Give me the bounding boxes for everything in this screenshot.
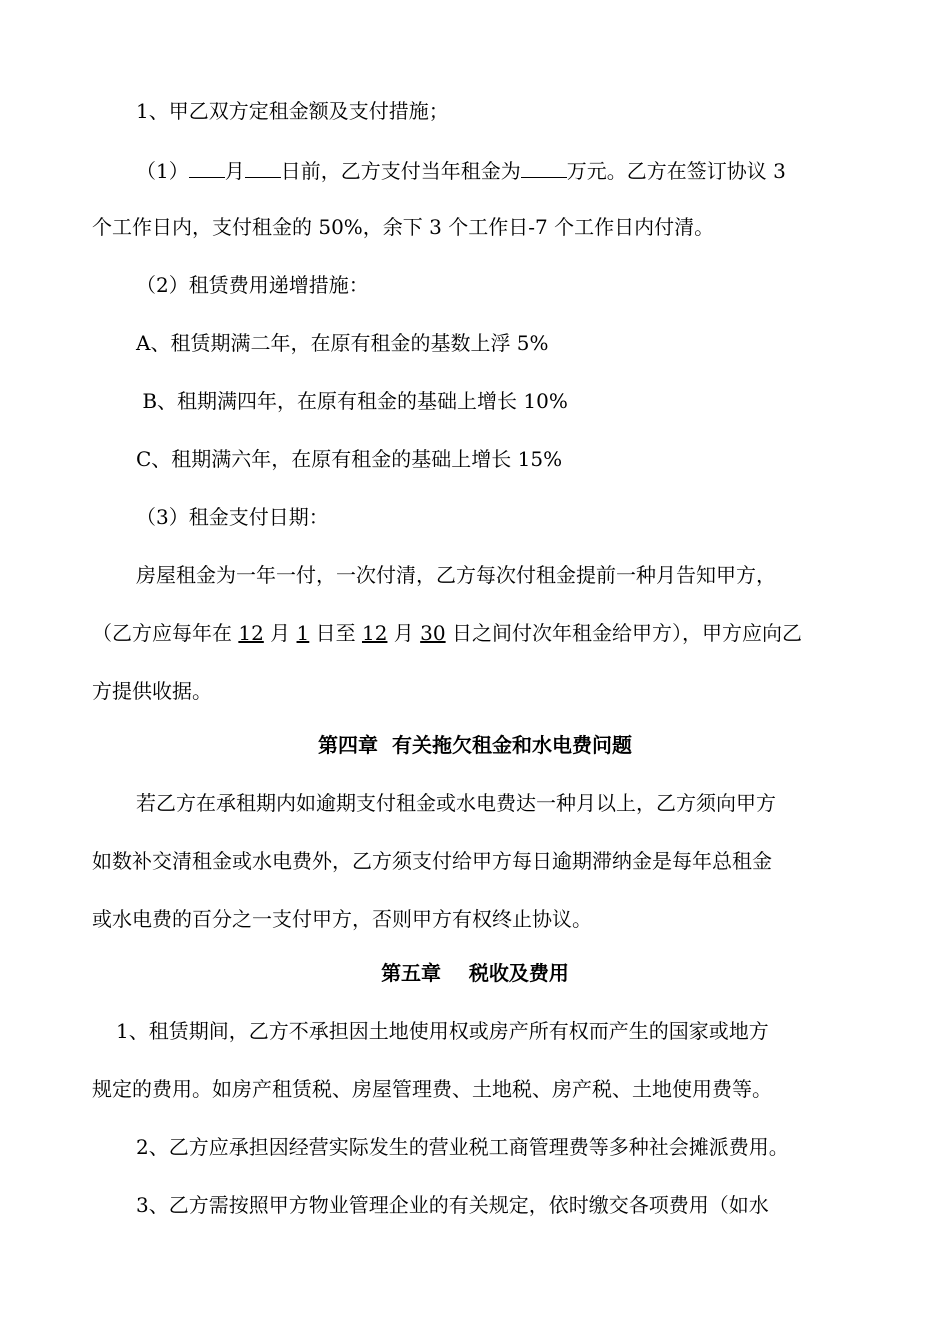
text: 3、乙方需按照甲方物业管理企业的有关规定，依时缴交各项费用（如水	[136, 1193, 769, 1217]
text: 如数补交清租金或水电费外，乙方须支付给甲方每日逾期滞纳金是每年总租金	[92, 849, 772, 873]
payment-paragraph-end	[0, 677, 950, 705]
text: 日前，乙方支付当年租金为	[280, 159, 521, 183]
text: （2）租赁费用递增措施：	[136, 273, 369, 297]
day-value: 30	[420, 621, 446, 645]
chapter-5-clause-3	[0, 1191, 950, 1219]
chapter-4-paragraph	[0, 789, 950, 817]
text: 方提供收据。	[92, 679, 212, 703]
text: 房屋租金为一年一付，一次付清，乙方每次付租金提前一种月告知甲方，	[136, 563, 776, 587]
text: 1、甲乙双方定租金额及支付措施；	[136, 99, 449, 123]
text: （1）	[136, 159, 189, 183]
day-blank	[245, 155, 281, 178]
increase-c	[0, 445, 950, 473]
text: 个工作日内，支付租金的 50%，余下 3 个工作日-7 个工作日内付清。	[92, 215, 715, 239]
chapter-5-clause-1	[0, 1017, 950, 1045]
text: 月	[263, 621, 297, 645]
text: （3）租金支付日期：	[136, 505, 329, 529]
chapter-5-heading	[0, 959, 950, 987]
text: 日之间付次年租金给甲方），甲方应向乙	[445, 621, 802, 645]
text: 万元。乙方在签订协议 3	[566, 159, 786, 183]
chapter-4-heading	[0, 731, 950, 759]
clause-1-2	[0, 271, 950, 299]
clause-1-title	[0, 97, 950, 125]
heading-text: 第五章 税收及费用	[381, 961, 569, 985]
chapter-4-paragraph-end	[0, 905, 950, 933]
month-value: 12	[361, 621, 388, 645]
payment-paragraph-cont	[0, 619, 950, 647]
text: （乙方应每年在	[92, 621, 239, 645]
text: 2、乙方应承担因经营实际发生的营业税工商管理费等多种社会摊派费用。	[136, 1135, 789, 1159]
text: 规定的费用。如房产租赁税、房屋管理费、土地税、房产税、土地使用费等。	[92, 1077, 772, 1101]
heading-text: 第四章 有关拖欠租金和水电费问题	[318, 733, 632, 757]
chapter-4-paragraph-cont	[0, 847, 950, 875]
clause-1-3	[0, 503, 950, 531]
chapter-5-clause-1-cont	[0, 1075, 950, 1103]
text: 月	[387, 621, 421, 645]
chapter-5-clause-2	[0, 1133, 950, 1161]
text: 若乙方在承租期内如逾期支付租金或水电费达一种月以上，乙方须向甲方	[136, 791, 776, 815]
amount-blank	[521, 155, 567, 178]
text: 日至	[309, 621, 362, 645]
text: B、租期满四年，在原有租金的基础上增长 10%	[136, 389, 568, 413]
month-blank	[189, 155, 225, 178]
month-value: 12	[238, 621, 264, 645]
text: 1、租赁期间，乙方不承担因土地使用权或房产所有权而产生的国家或地方	[116, 1019, 769, 1043]
payment-paragraph	[0, 561, 950, 589]
increase-a	[0, 329, 950, 357]
text: C、租期满六年，在原有租金的基础上增长 15%	[136, 447, 563, 471]
increase-b	[0, 387, 950, 415]
text: A、租赁期满二年，在原有租金的基数上浮 5%	[136, 331, 549, 355]
text: 月	[224, 159, 245, 183]
clause-1-1	[0, 155, 950, 185]
text: 或水电费的百分之一支付甲方，否则甲方有权终止协议。	[92, 907, 592, 931]
day-value: 1	[296, 621, 310, 645]
clause-1-1-cont	[0, 213, 950, 241]
